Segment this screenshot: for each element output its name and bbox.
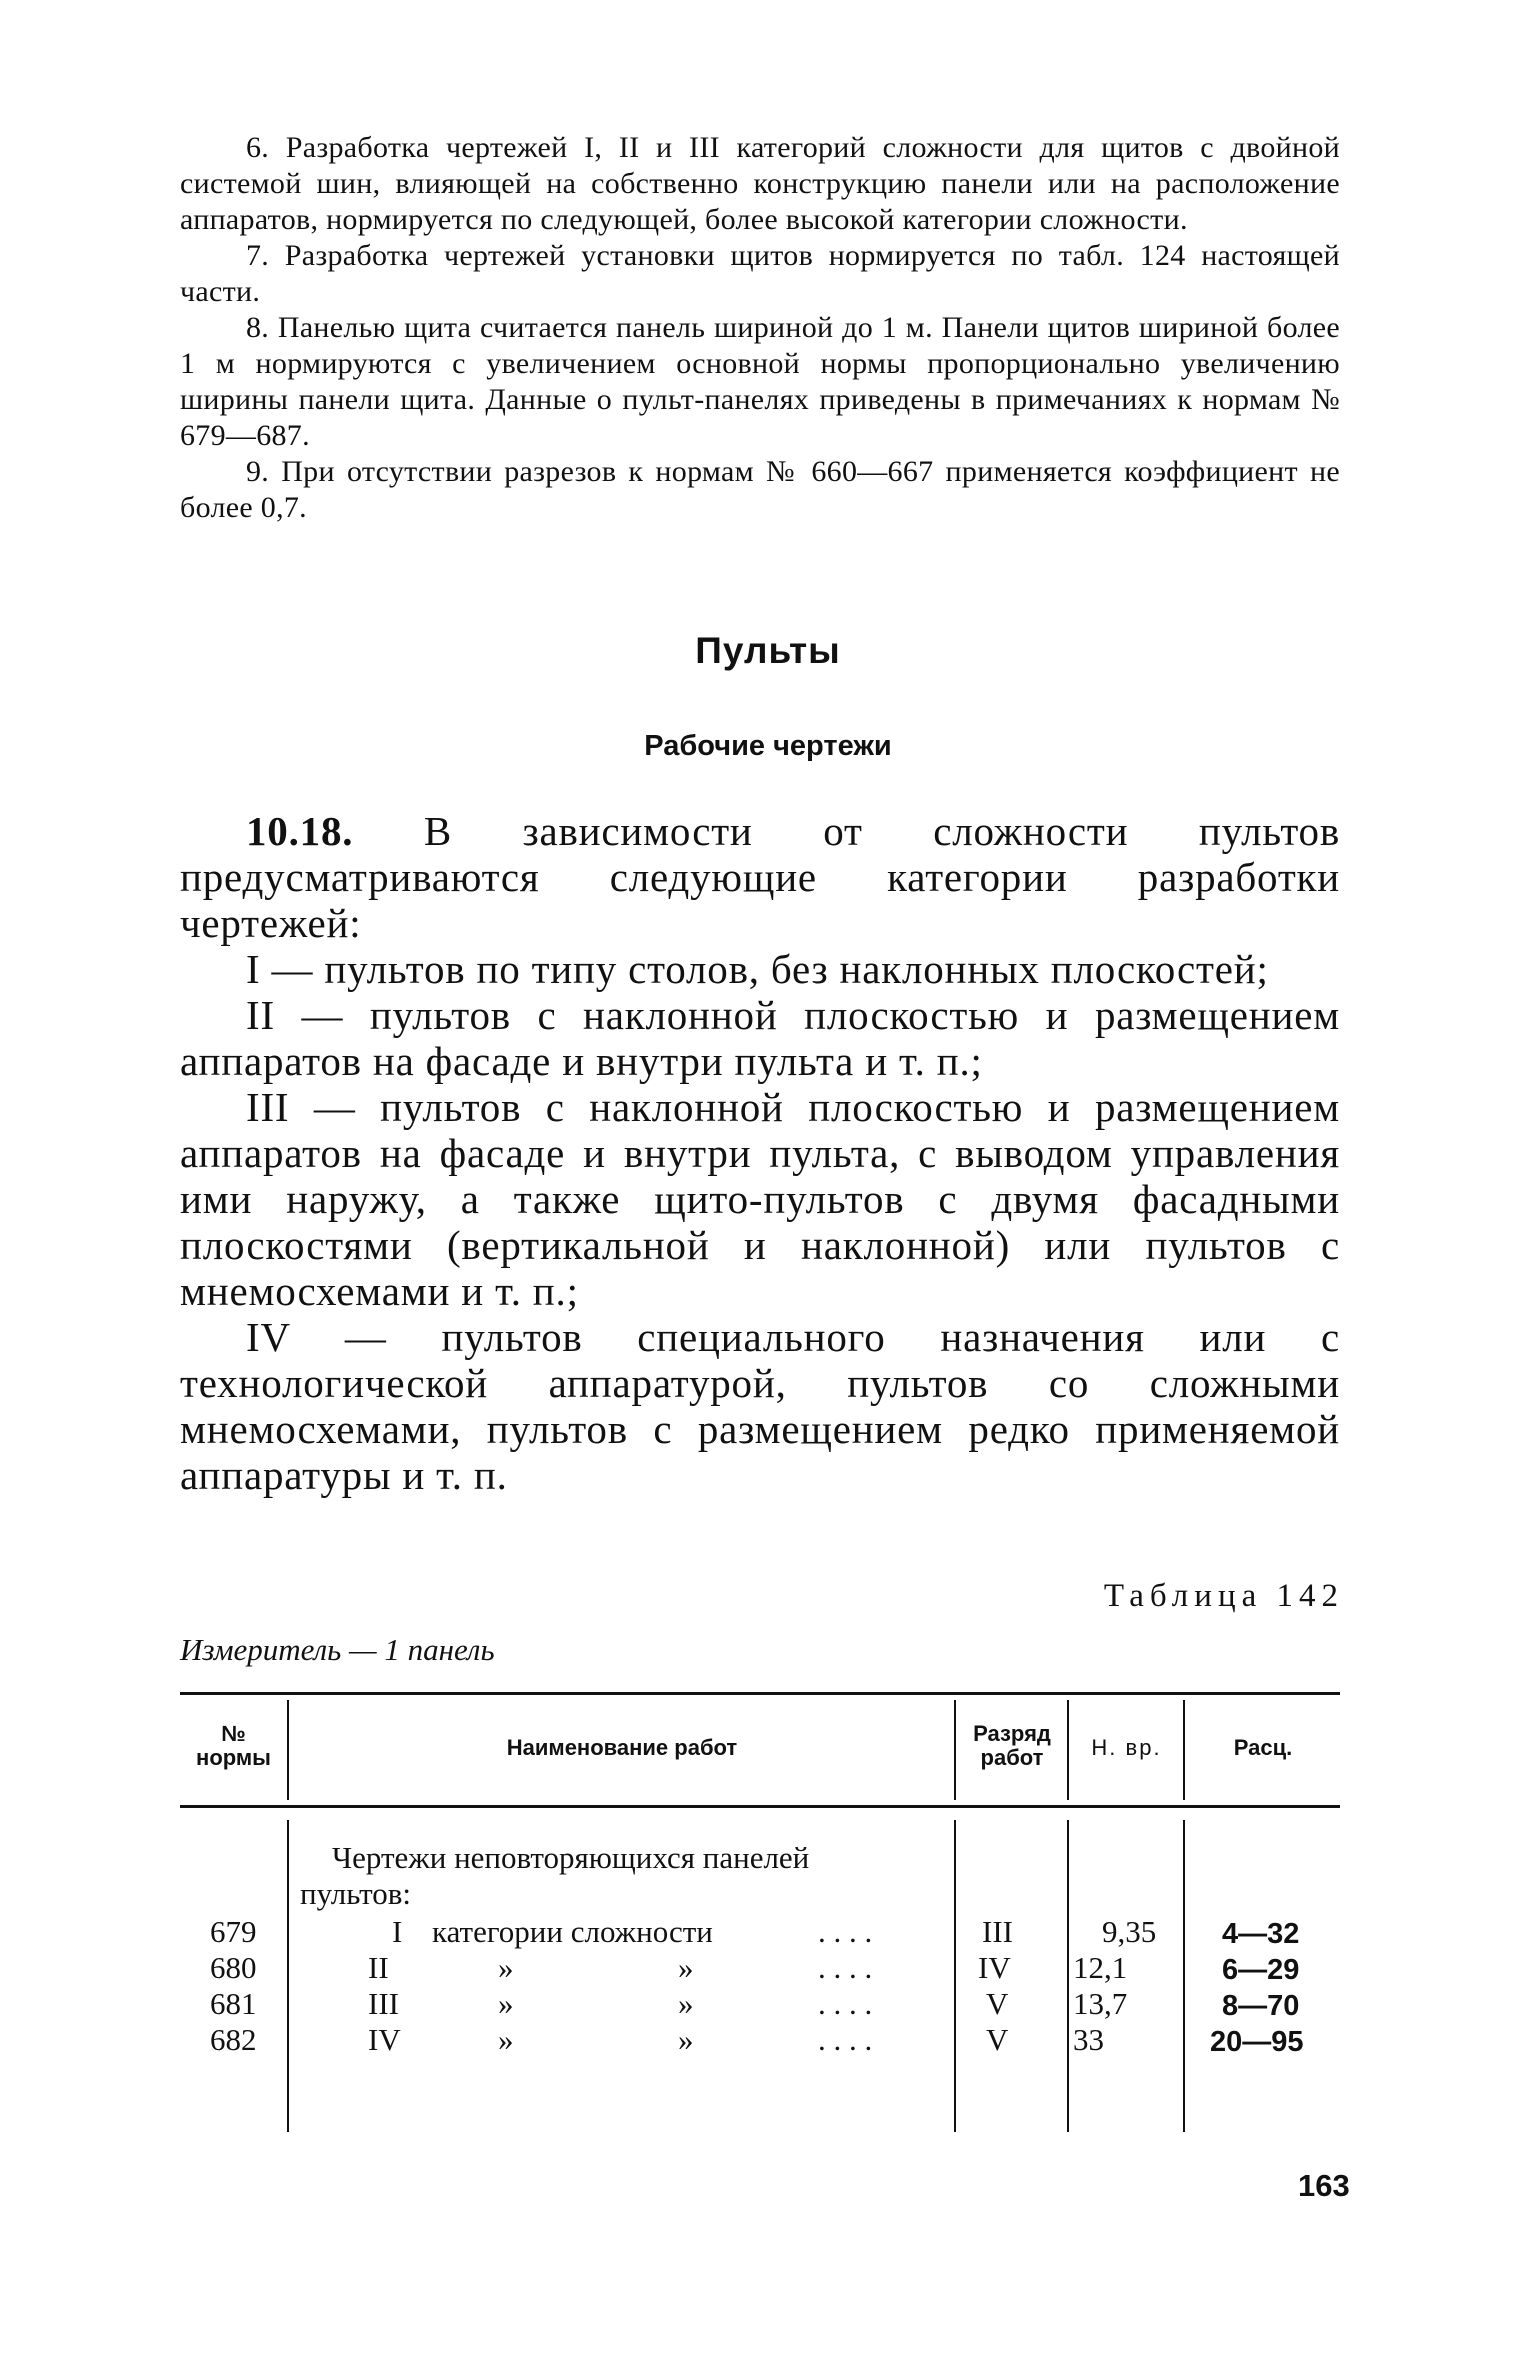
ditto-mark: » (678, 1986, 694, 2021)
col-divider (954, 1820, 956, 2132)
table-header-rule (180, 1805, 1340, 1808)
rate-cell: 4—32 (1222, 1918, 1300, 1950)
leader-dots: . . . . (818, 2022, 873, 2057)
subsection-title: Рабочие чертежи (644, 730, 892, 762)
note-9: 9. При отсутствии разрезов к нормам № 660—667 применяется коэффициент не более 0,7. (180, 455, 1340, 524)
ditto-mark: » (678, 1950, 694, 1985)
section-title: Пульты (695, 630, 841, 671)
clause-10-18 (180, 808, 1340, 1498)
ditto-mark: » (498, 1986, 514, 2021)
grade-cell: III (982, 1914, 1013, 1949)
header-grade-line2: работ (980, 1745, 1044, 1770)
leader-dots: . . . . (818, 1914, 873, 1949)
grade-cell: IV (978, 1950, 1011, 1985)
category-cell: IV (368, 2022, 401, 2057)
header-grade-line1: Разряд (973, 1721, 1051, 1746)
note-6: 6. Разработка чертежей I, II и III категорий сложности для щитов с двойной системой шин, влияющей на собственно конструкцию панели или на расположение аппаратов, нормируется по следующей, более высокой категории сложности. (180, 131, 1340, 236)
time-norm-cell: 12,1 (1073, 1950, 1128, 1985)
header-norm-number (180, 1722, 287, 1770)
col-divider (954, 1700, 956, 1800)
rate-cell: 6—29 (1222, 1954, 1300, 1986)
category-cell: III (368, 1986, 399, 2021)
category-item-2: II — пультов с наклонной плоскостью и размещением аппаратов на фасаде и внутри пульта и т. п.; (180, 992, 1340, 1084)
category-cell: II (368, 1950, 389, 1985)
grade-cell: V (986, 1986, 1009, 2021)
category-cell: I (392, 1914, 403, 1949)
norm-number: 681 (210, 1986, 257, 2021)
norm-number: 682 (210, 2022, 257, 2057)
grade-cell: V (986, 2022, 1009, 2057)
norms-table (180, 1692, 1340, 2137)
ditto-mark: » (678, 2022, 694, 2057)
clause-intro (180, 808, 1340, 946)
clause-intro-text: В зависимости от сложности пультов предусматриваются следующие категории разработки чертежей: (180, 808, 1340, 946)
time-norm-cell: 9,35 (1102, 1914, 1157, 1949)
category-item-3: III — пультов с наклонной плоскостью и размещением аппаратов на фасаде и внутри пульта, с выводом управления ими наружу, а также щито-пультов с двумя фасадными плоскостями (вертикальной и наклонной) или пультов с мнемосхемами и т. п.; (180, 1084, 1340, 1314)
table-measure: Измеритель — 1 панель (180, 1632, 495, 1667)
header-work-name: Наименование работ (506, 1735, 738, 1760)
header-norm-number-line2: нормы (196, 1745, 271, 1770)
ditto-mark: » (498, 2022, 514, 2057)
ditto-mark: » (498, 1950, 514, 1985)
group-title-line1: Чертежи неповторяющихся панелей (332, 1840, 810, 1875)
header-grade (957, 1722, 1067, 1770)
time-norm-cell: 33 (1073, 2022, 1104, 2057)
norm-number: 680 (210, 1950, 257, 1985)
group-title-line2: пультов: (300, 1876, 412, 1911)
leader-dots: . . . . (818, 1950, 873, 1985)
clause-number: 10.18. (246, 808, 354, 854)
col-divider (287, 1820, 289, 2132)
category-item-1: I — пультов по типу столов, без наклонных плоскостей; (246, 946, 1269, 992)
table-caption: Таблица 142 (1103, 1578, 1344, 1614)
category-label: категории сложности (432, 1914, 713, 1949)
table-top-rule (180, 1692, 1340, 1695)
rate-cell: 20—95 (1210, 2026, 1304, 2058)
rate-cell: 8—70 (1222, 1990, 1300, 2022)
header-rate: Расц. (1233, 1735, 1293, 1760)
notes-block (180, 130, 1340, 526)
note-7: 7. Разработка чертежей установки щитов нормируется по табл. 124 настоящей части. (180, 239, 1340, 308)
category-item-4: IV — пультов специального назначения или с технологической аппаратурой, пультов со сложными мнемосхемами, пультов с размещением редко применяемой аппаратуры и т. п. (180, 1314, 1340, 1498)
leader-dots: . . . . (818, 1986, 873, 2021)
header-time-norm: Н. вр. (1091, 1735, 1162, 1760)
col-divider (287, 1700, 289, 1800)
col-divider (1183, 1820, 1185, 2132)
note-8: 8. Панелью щита считается панель шириной до 1 м. Панели щитов шириной более 1 м нормируются с увеличением основной нормы пропорционально увеличению ширины панели щита. Данные о пульт-панелях приведены в примечаниях к нормам № 679—687. (180, 311, 1340, 452)
time-norm-cell: 13,7 (1073, 1986, 1128, 2021)
col-divider (1067, 1820, 1069, 2132)
col-divider (1183, 1700, 1185, 1800)
col-divider (1067, 1700, 1069, 1800)
norm-number: 679 (210, 1914, 257, 1949)
page-number: 163 (1298, 2168, 1350, 2203)
header-norm-number-line1: № (221, 1721, 246, 1746)
